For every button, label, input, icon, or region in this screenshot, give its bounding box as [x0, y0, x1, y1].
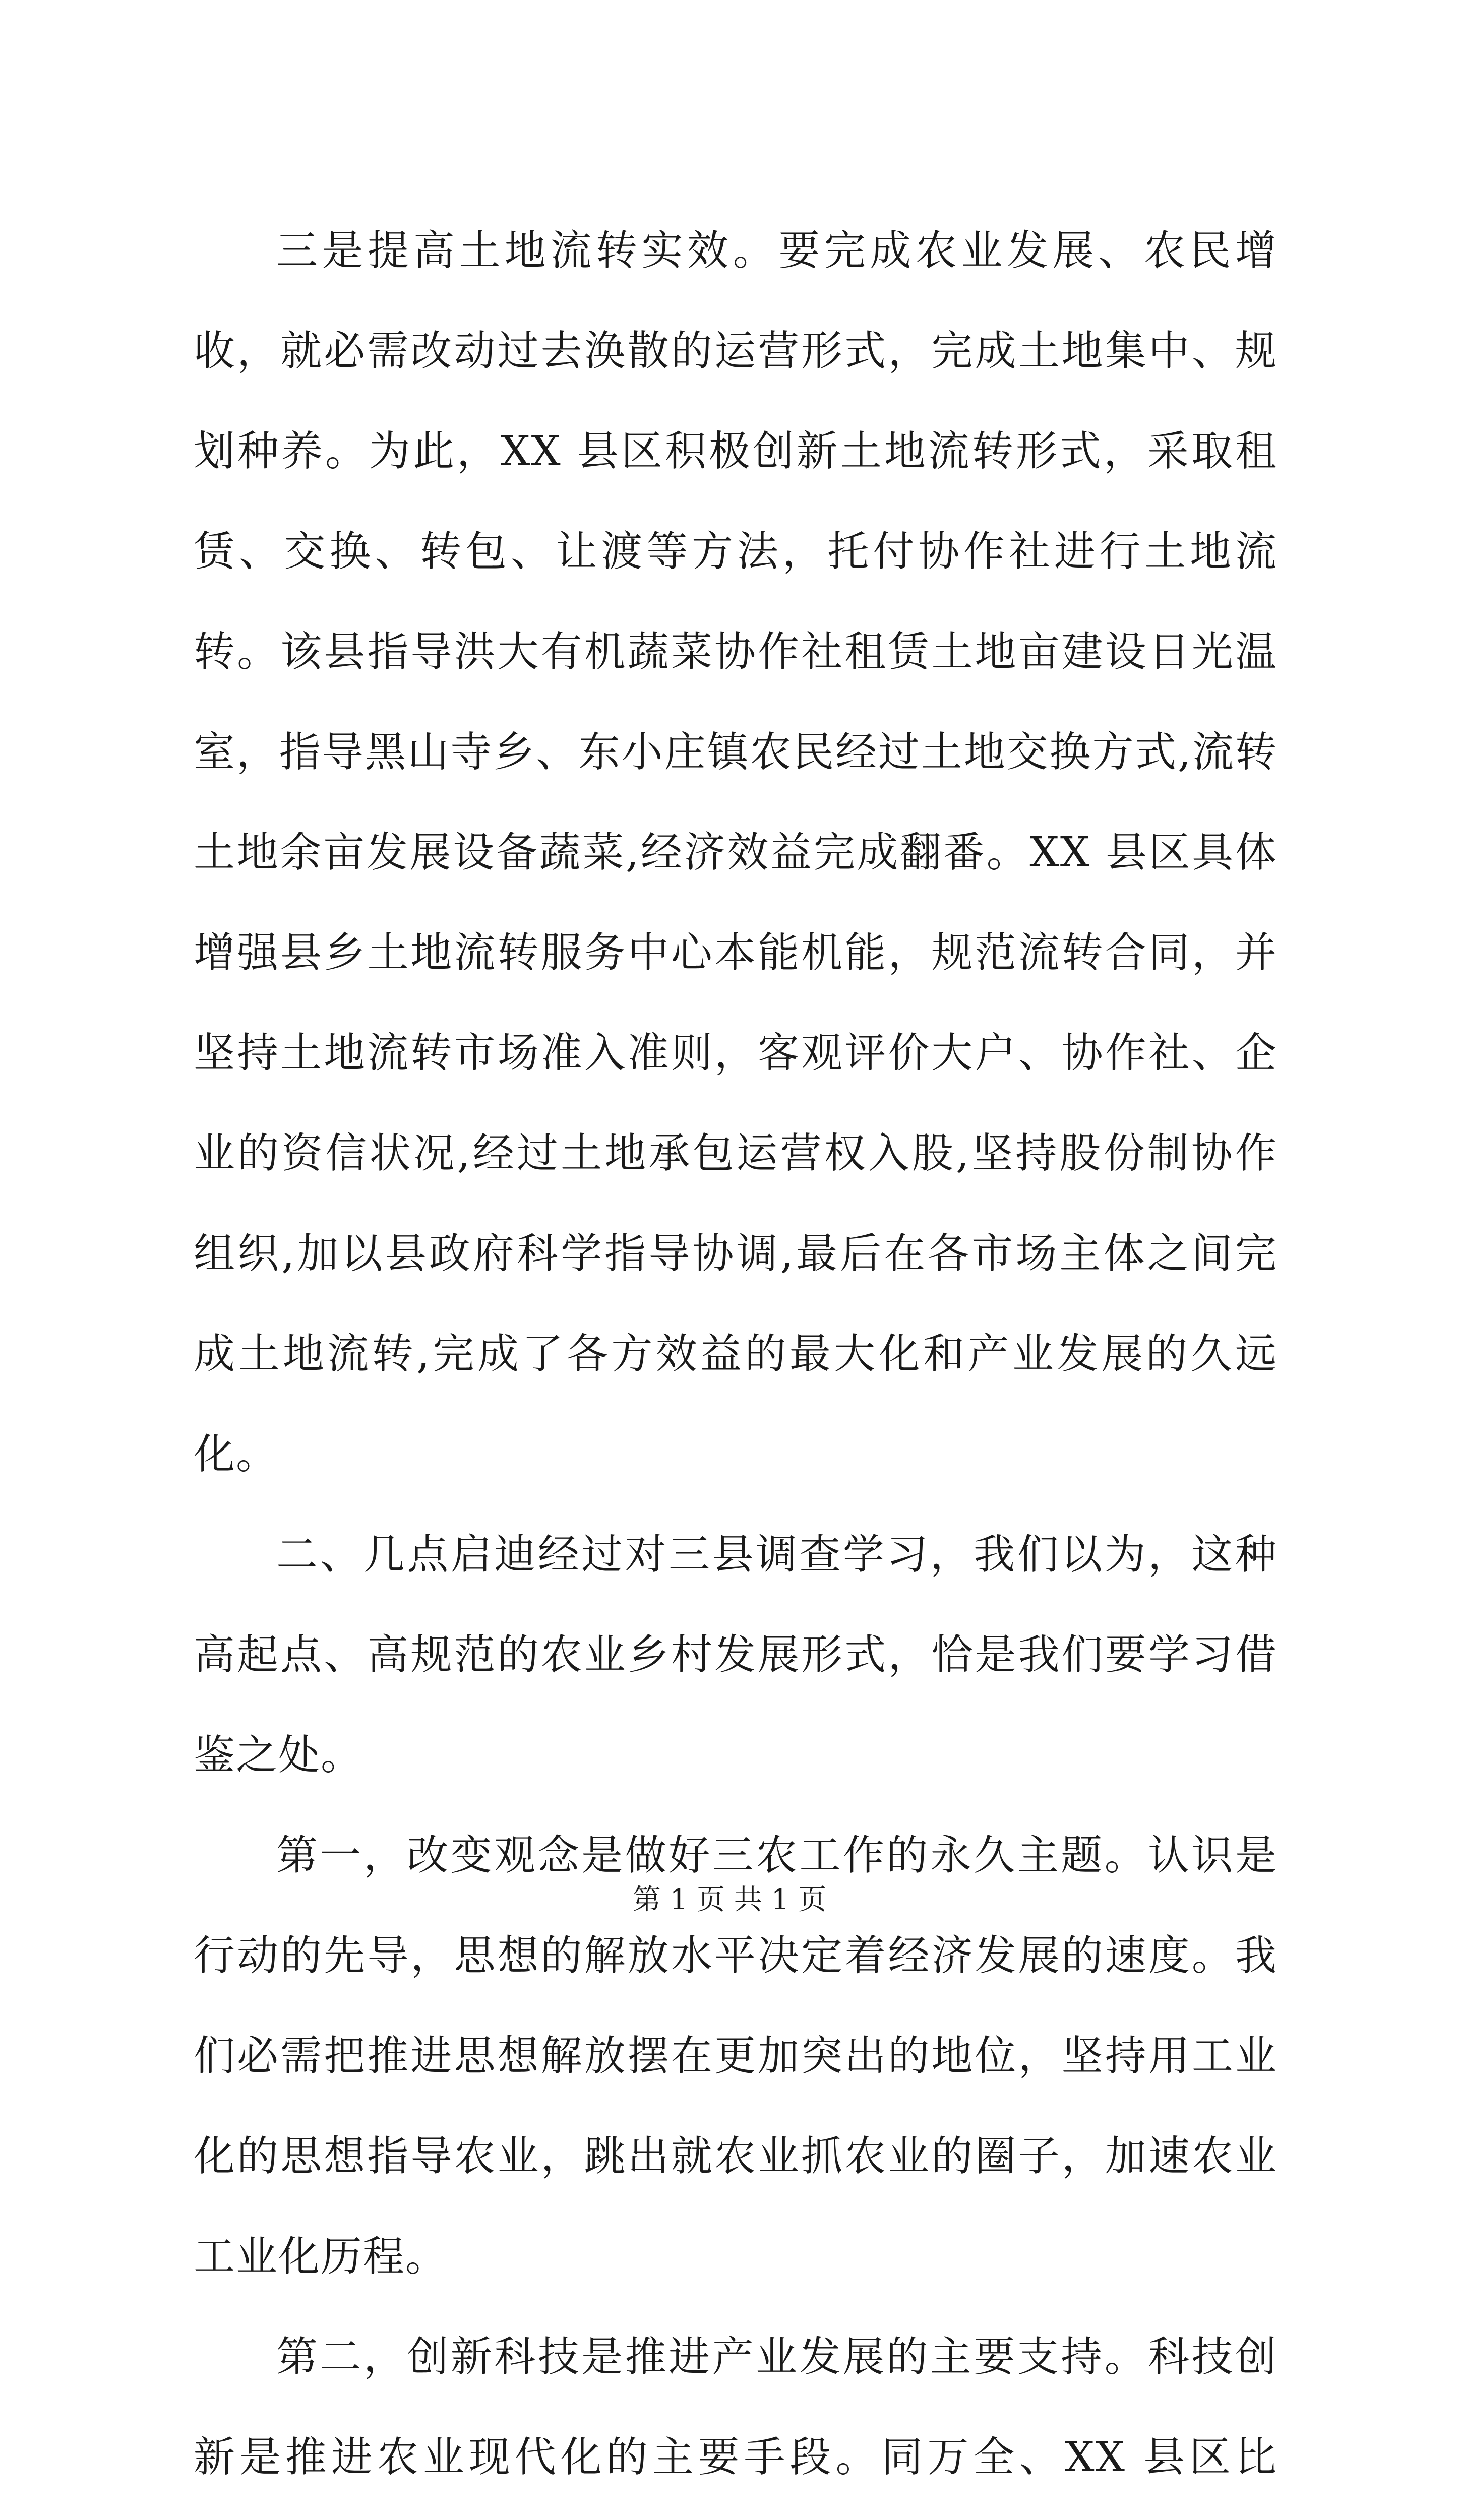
page-footer: 第 1 页 共 1 页 — [632, 1883, 827, 1916]
paragraph-first-point: 第一，改变观念是做好三农工作的永久主题。认识是行动的先导，思想的解放水平决定着经济发展的速度。我们必需把推进思想解放摆在更加突出的地位，坚持用工业化的思想指导农业，跳出就农业抓农业的圈子，加速农业工业化历程。 — [194, 1832, 1278, 2281]
document-body — [194, 201, 1278, 2520]
paragraph-land-transfer: 三是提高土地流转实效。要完成农业发展、农民增收，就必需改动过去涣散的运营形式，完成土地集中、规划种养。为此，XX 县区积极创新土地流转形式，采取租赁、交换、转包、让渡等方法，托付协作社进行土地流转。该县指导洪大有机蔬菜协作社租赁土地亩建设日光温室，指导黑山寺乡、东小庄镇农民经过土地交换方式,流转土地余亩发展设备蔬菜,经济效益完成翻番。XX 县区具体增强县乡土地流转服务中心本能机能，规范流转合同，并坚持土地流转市场准入准则，客观评价大户、协作社、企业的资信状况,经过土地承包运营权入股,坚持股份制协作组织,加以县政府科学指导协调,最后在各市场主体之间完成土地流转,完成了各方效益的最大化和产业发展的久远化。 — [194, 227, 1278, 1478]
paragraph-second-point: 第二，创新科技是推进产业发展的主要支持。科技创新是推进农业现代化的主要手段。同万全、XX 县区比 — [194, 2333, 1278, 2481]
paragraph-inspirations: 二、几点启迪经过对三县调查学习，我们以为，这种高起点、高规范的农业乡村发展形式，恰是我们要学习借鉴之处。 — [194, 1531, 1278, 1779]
